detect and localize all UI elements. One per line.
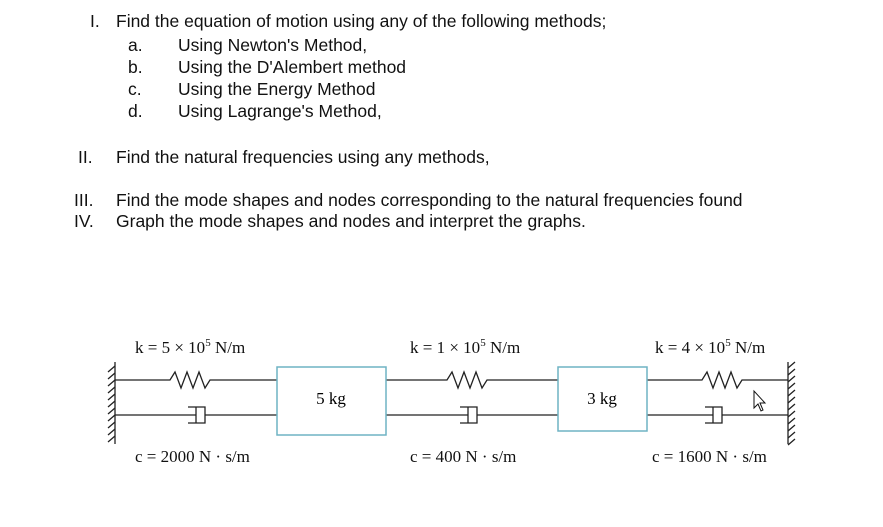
spring-1-label-prefix: k = 5 × 10 — [135, 338, 206, 357]
method-letter: a. — [128, 35, 143, 55]
question-numeral: II. — [78, 147, 93, 167]
mass-2-label: 3 kg — [587, 389, 617, 408]
question-text: Find the mode shapes and nodes corresponding to the natural frequencies found — [116, 190, 743, 210]
question-numeral: III. — [74, 190, 94, 210]
method-text: Using the D'Alembert method — [178, 57, 407, 77]
spring-2 — [386, 372, 558, 388]
spring-3 — [647, 372, 788, 388]
method-letter: c. — [128, 79, 142, 99]
spring-3-label-unit: N/m — [730, 338, 766, 357]
question-numeral: IV. — [74, 211, 94, 231]
damper-3 — [647, 407, 788, 423]
spring-2-label — [410, 338, 520, 358]
question-text: Find the natural frequencies using any methods, — [116, 147, 490, 167]
spring-3-label — [655, 338, 765, 358]
spring-2-label-unit: N/m — [485, 338, 521, 357]
left-wall-hatch — [108, 366, 115, 442]
damper-1 — [115, 407, 277, 423]
damper-1-label: c = 2000 N · s/m — [135, 447, 250, 466]
spring-1 — [115, 372, 277, 388]
question-numeral: I. — [90, 11, 100, 31]
method-letter: b. — [128, 57, 143, 77]
damper-2 — [386, 407, 558, 423]
spring-3-label-exponent: 5 — [725, 337, 731, 349]
damper-3-label: c = 1600 N · s/m — [652, 447, 767, 466]
damper-2-label: c = 400 N · s/m — [410, 447, 517, 466]
spring-1-label — [135, 338, 245, 358]
method-text: Using Lagrange's Method, — [178, 101, 382, 121]
mass-1-label: 5 kg — [316, 389, 346, 408]
method-text: Using Newton's Method, — [178, 35, 368, 55]
spring-2-label-exponent: 5 — [480, 337, 486, 349]
method-text: Using the Energy Method — [178, 79, 376, 99]
spring-1-label-exponent: 5 — [205, 337, 211, 349]
question-text: Graph the mode shapes and nodes and interpret the graphs. — [116, 211, 586, 231]
question-text: Find the equation of motion using any of the following methods; — [116, 11, 607, 31]
spring-2-label-prefix: k = 1 × 10 — [410, 338, 481, 357]
spring-1-label-unit: N/m — [210, 338, 246, 357]
right-wall-hatch — [788, 362, 795, 445]
method-letter: d. — [128, 101, 143, 121]
mouse-cursor-icon — [754, 391, 765, 411]
spring-3-label-prefix: k = 4 × 10 — [655, 338, 726, 357]
